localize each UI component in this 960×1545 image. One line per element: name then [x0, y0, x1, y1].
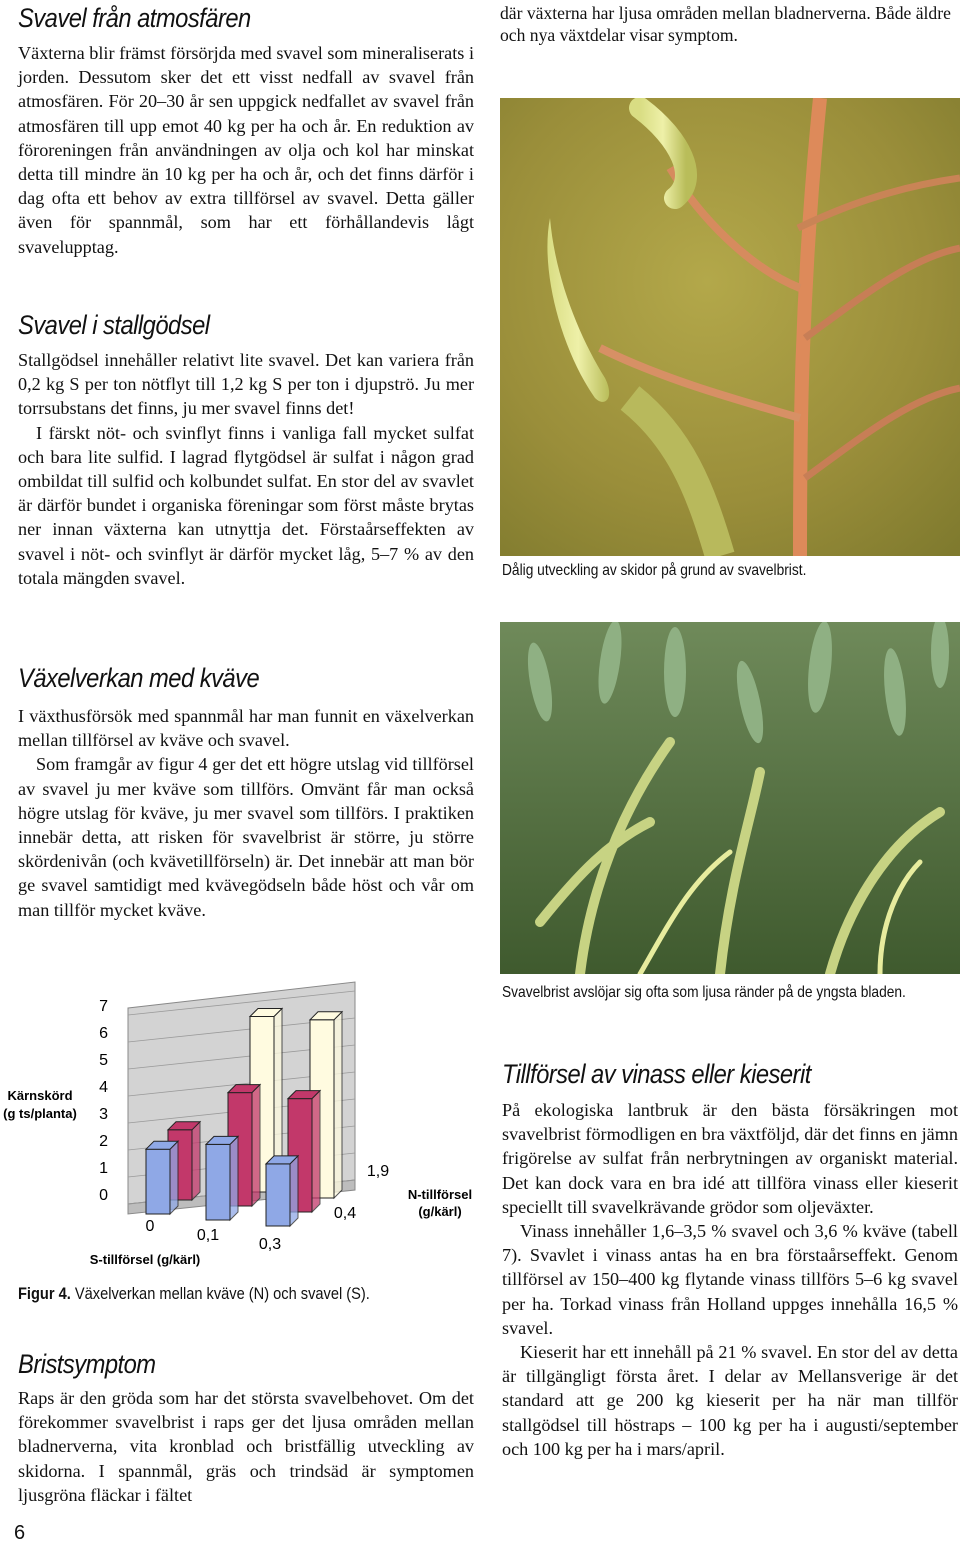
y-tick-label: 1: [99, 1160, 108, 1177]
bar-side: [252, 1085, 260, 1206]
photo-caption-rapeseed: Dålig utveckling av skidor på grund av svavelbrist.: [502, 562, 807, 579]
series-label: 0,4: [333, 1205, 357, 1222]
bar-side: [170, 1141, 178, 1214]
y-tick-label: 0: [99, 1187, 108, 1204]
paragraph: Som framgår av figur 4 ger det ett högre utslag vid tillförsel av svavel ju mer kväve som tillförs. Omvänt får man också högre utslag för kväve, ju mer svavel som tillförs. I praktiken innebär detta, att risken för svavelbrist är större, ju större skördenivån (och kvävetillförseln) är. Det innebär att man bör ge svavel samtidigt med kvävegödseln både höst och vår om man tillför mycket kväve.: [18, 754, 474, 920]
section-bristsymptom-text: [18, 1386, 474, 1507]
x-tick-label: 0,1: [196, 1227, 220, 1244]
figure-caption-text: Växelverkan mellan kväve (N) och svavel (S).: [70, 1284, 370, 1303]
bar-side: [334, 1012, 342, 1198]
z-axis-label-line1: N-tillförsel: [407, 1187, 473, 1202]
bar-side: [312, 1091, 320, 1212]
section-vaxelverkan-text: [18, 704, 474, 922]
x-tick-label: 0,3: [258, 1236, 282, 1253]
page-number: 6: [14, 1522, 26, 1544]
bar: [206, 1136, 238, 1220]
y-tick-label: 5: [99, 1052, 108, 1069]
y-tick-label: 4: [99, 1079, 108, 1096]
y-tick-label: 7: [99, 998, 108, 1015]
rapeseed-pods-photo: [500, 98, 960, 556]
wheat-photo: [500, 622, 960, 974]
paragraph: Raps är den gröda som har det största svavelbehovet. Om det förekommer svavelbrist i raps ger det ljusa områden mellan bladnerverna, vita kronblad och bristfällig utveckling av skidorna. I spannmål, gräs och trindsäd är symptomen ljusgröna fläckar i fältet: [18, 1388, 474, 1505]
bar-side: [290, 1156, 298, 1226]
x-axis-label: S-tillförsel (g/kärl): [89, 1252, 201, 1267]
chart-y-ticks: [99, 998, 108, 1204]
paragraph: I färskt nöt- och svinflyt finns i vanliga fall mycket sulfat och bara lite sulfid. I lagrad flytgödsel är sulfat i någon grad ombildat till sulfid och kolbundet sulfat. En stor del av svavlet är därför bundet i organiska föreningar som först måste brytas ner innan växterna kan utnyttja det. Förstaårseffekten av svavel i nöt- och svinflyt är därför mycket låg, 5–7 % av den totala mängden svavel.: [18, 422, 474, 588]
z-axis-label-line2: (g/kärl): [418, 1204, 462, 1219]
paragraph: I växthusförsök med spannmål har man funnit en växelverkan mellan tillförsel av kväve och svavel.: [18, 706, 474, 751]
paragraph: På ekologiska lantbruk är den bästa försäkringen mot svavelbrist förmodligen en bra växtföljd, där det finns en jämn frigörelse av sulfat från nerbrytningen av organiskt material. Det kan dock vara en bra idé att tillföra vinass eller kieserit speciellt till svavelkrävande grödor som oljeväxter.: [502, 1100, 958, 1217]
paragraph: Vinass innehåller 1,6–3,5 % svavel och 3,6 % kväve (tabell 7). Svavlet i vinass antas ha en bra förstaårseffekt. Genom tillförsel av 150–400 kg flytande vinass tillförs 5–6 kg svavel per ha. Torkad vinass från Holland uppges innehålla 16,5 % svavel.: [502, 1221, 958, 1338]
paragraph: Växterna blir främst försörjda med svavel som mineraliserats i jorden. Dessutom sker det ett visst nedfall av svavel från atmosfären. För 20–30 år sen uppgick nedfallet av svavel från atmosfären till upp emot 40 kg per ha och år. En reduktion av föroreningen från användningen av olja och kol har minskat detta till mindre än 10 kg per ha och år, och det finns därför i dag ofta ett behov av extra tillförsel av svavel. Detta gäller även för spannmål, som har ett förhållandevis lågt svavelupptag.: [18, 43, 474, 257]
section-vinass-text: [502, 1098, 958, 1461]
bar-front: [206, 1144, 230, 1220]
paragraph: Kieserit har ett innehåll på 21 % svavel. En stor del av detta är tillgängligt första året. I delar av Mellansverige är det standard att ge 200 kg kieserit per ha när man tillför stallgödsel till höstraps – 100 kg per ha i augusti/september och 100 kg per ha i mars/april.: [502, 1342, 958, 1459]
paragraph: Stallgödsel innehåller relativt lite svavel. Det kan variera från 0,2 kg S per ton nötflyt till 1,2 kg S per ton i djupströ. Ju mer torrsubstans det finns, ju mer svavel finns det!: [18, 350, 474, 419]
bar: [146, 1141, 178, 1214]
heading-svavel-atmosfar: Svavel från atmosfären: [18, 3, 251, 33]
heading-bristsymptom: Bristsymptom: [18, 1349, 156, 1379]
x-tick-label: 0: [145, 1218, 155, 1235]
heading-vaxelverkan: Växelverkan med kväve: [18, 663, 260, 693]
y-axis-label-line1: Kärnskörd: [7, 1088, 73, 1103]
heading-svavel-stallgodsel: Svavel i stallgödsel: [18, 310, 210, 340]
bar-front: [266, 1164, 290, 1226]
figure-4-chart: [0, 978, 490, 1278]
paragraph: där växterna har ljusa områden mellan bladnerverna. Både äldre och nya växtdelar visar symptom.: [500, 3, 951, 45]
figure-label: Figur 4.: [18, 1284, 71, 1303]
series-label: 1,9: [366, 1163, 390, 1180]
y-axis-label-line2: (g ts/planta): [3, 1106, 77, 1121]
heading-tillforsel-vinass: Tillförsel av vinass eller kieserit: [502, 1059, 811, 1089]
y-tick-label: 3: [99, 1106, 108, 1123]
bar-side: [230, 1136, 238, 1220]
section-atmosfar-text: [18, 41, 474, 259]
figure-caption: [18, 1284, 370, 1304]
bar: [266, 1156, 298, 1226]
y-tick-label: 6: [99, 1025, 108, 1042]
right-top-text: [500, 2, 960, 46]
bar-side: [192, 1122, 200, 1200]
bar-front: [146, 1149, 170, 1214]
y-tick-label: 2: [99, 1133, 108, 1150]
section-stallgodsel-text: [18, 348, 474, 590]
photo-caption-wheat: Svavelbrist avslöjar sig ofta som ljusa ränder på de yngsta bladen.: [502, 984, 906, 1001]
